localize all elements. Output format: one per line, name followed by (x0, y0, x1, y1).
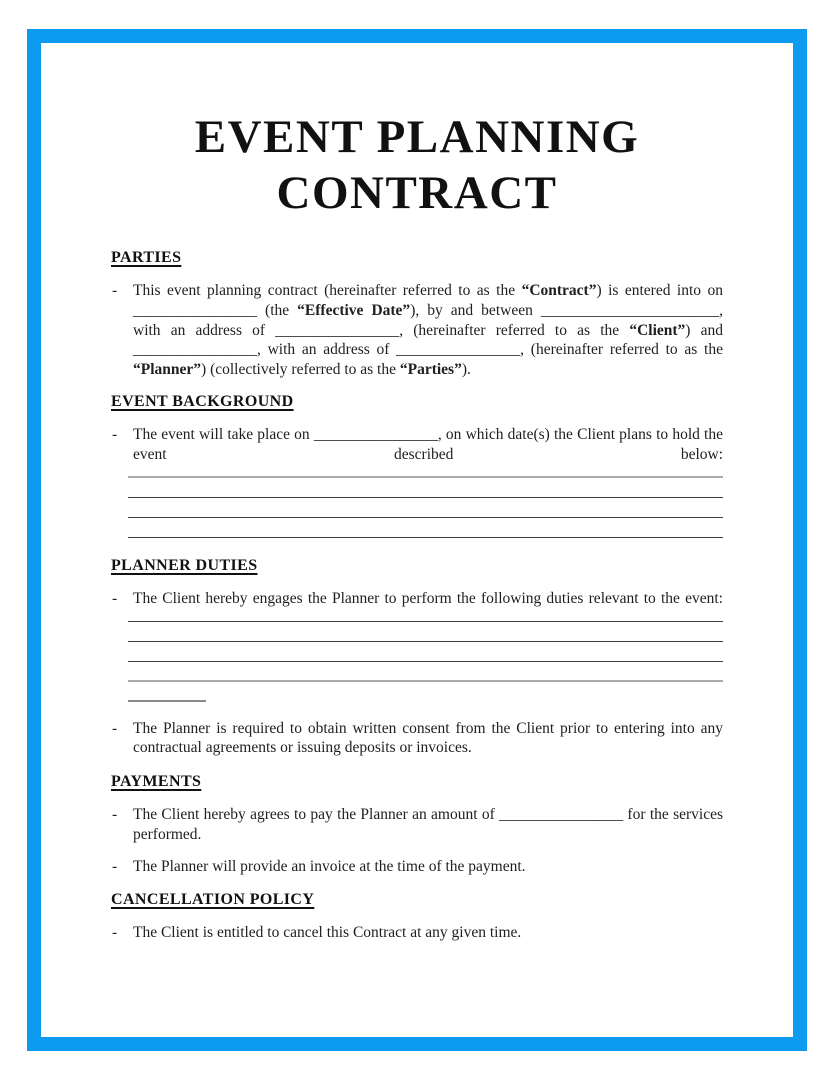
text-line: performed. (133, 825, 202, 843)
list-item (111, 857, 723, 877)
text-line: The event will take place on ________________, on which date(s) the Client plans to hold the (133, 425, 723, 443)
list-item (111, 719, 723, 759)
text-line: The Planner will provide an invoice at the time of the payment. (133, 857, 526, 875)
written-consent-paragraph (133, 719, 723, 759)
write-line (128, 662, 723, 682)
blank-write-lines (111, 603, 723, 702)
section-heading-planner-duties: PLANNER DUTIES (111, 556, 258, 574)
blue-border-frame (27, 29, 807, 1051)
write-line (128, 642, 723, 662)
text-line: contractual agreements or issuing deposits or invoices. (133, 739, 472, 757)
parties-paragraph (133, 281, 723, 380)
write-line (128, 622, 723, 642)
event-background-paragraph (133, 425, 723, 465)
title-line-2: CONTRACT (276, 167, 558, 219)
section-parties (111, 248, 723, 380)
text-line: ________________, with an address of ________________, (hereinafter referred to as the (133, 341, 723, 359)
text-line: The Client hereby engages the Planner to perform the following duties relevant to the event: (133, 589, 723, 607)
planner-duties-paragraph (133, 589, 723, 609)
bullet-dash-icon: - (112, 923, 118, 941)
section-heading-payments: PAYMENTS (111, 773, 202, 791)
list-item (111, 923, 723, 943)
write-line (128, 478, 723, 498)
cancellation-paragraph (133, 923, 723, 943)
bullet-dash-icon: - (112, 589, 118, 607)
section-heading-event-background: EVENT BACKGROUND (111, 392, 294, 410)
list-item (111, 425, 723, 465)
text-line: with an address of ________________, (hereinafter referred to as the “Client”) and (133, 321, 723, 339)
section-cancellation-policy (111, 890, 723, 943)
section-heading-cancellation-policy: CANCELLATION POLICY (111, 890, 315, 908)
list-item (111, 805, 723, 845)
list-item (111, 589, 723, 609)
text-line: The Client is entitled to cancel this Contract at any given time. (133, 923, 522, 941)
section-payments (111, 772, 723, 876)
bullet-dash-icon: - (112, 719, 118, 737)
write-line (128, 518, 723, 538)
text-line: This event planning contract (hereinafter referred to as the “Contract”) is entered into on (133, 282, 723, 299)
list-item (111, 281, 723, 380)
text-line: The Planner is required to obtain written consent from the Client prior to entering into any (133, 719, 723, 737)
bullet-dash-icon: - (112, 857, 118, 875)
title-line-1: EVENT PLANNING (194, 111, 640, 163)
write-line (128, 498, 723, 518)
blank-write-lines (111, 459, 723, 538)
section-planner-duties (111, 556, 723, 758)
section-event-background (111, 392, 723, 538)
text-line: ________________ (the “Effective Date”), by and between _______________________, (133, 301, 723, 319)
section-heading-parties: PARTIES (111, 249, 182, 266)
bullet-dash-icon: - (112, 425, 118, 443)
document-title (111, 109, 723, 221)
bullet-dash-icon: - (112, 806, 118, 824)
bullet-dash-icon: - (112, 282, 118, 299)
write-line (128, 682, 206, 702)
text-line: The Client hereby agrees to pay the Planner an amount of ________________ for the services (133, 806, 723, 824)
text-line: “Planner”) (collectively referred to as the “Parties”). (133, 361, 471, 379)
invoice-paragraph (133, 857, 723, 877)
contract-document (41, 43, 793, 1037)
payment-amount-paragraph (133, 805, 723, 845)
text-line: event described below: (133, 445, 723, 463)
